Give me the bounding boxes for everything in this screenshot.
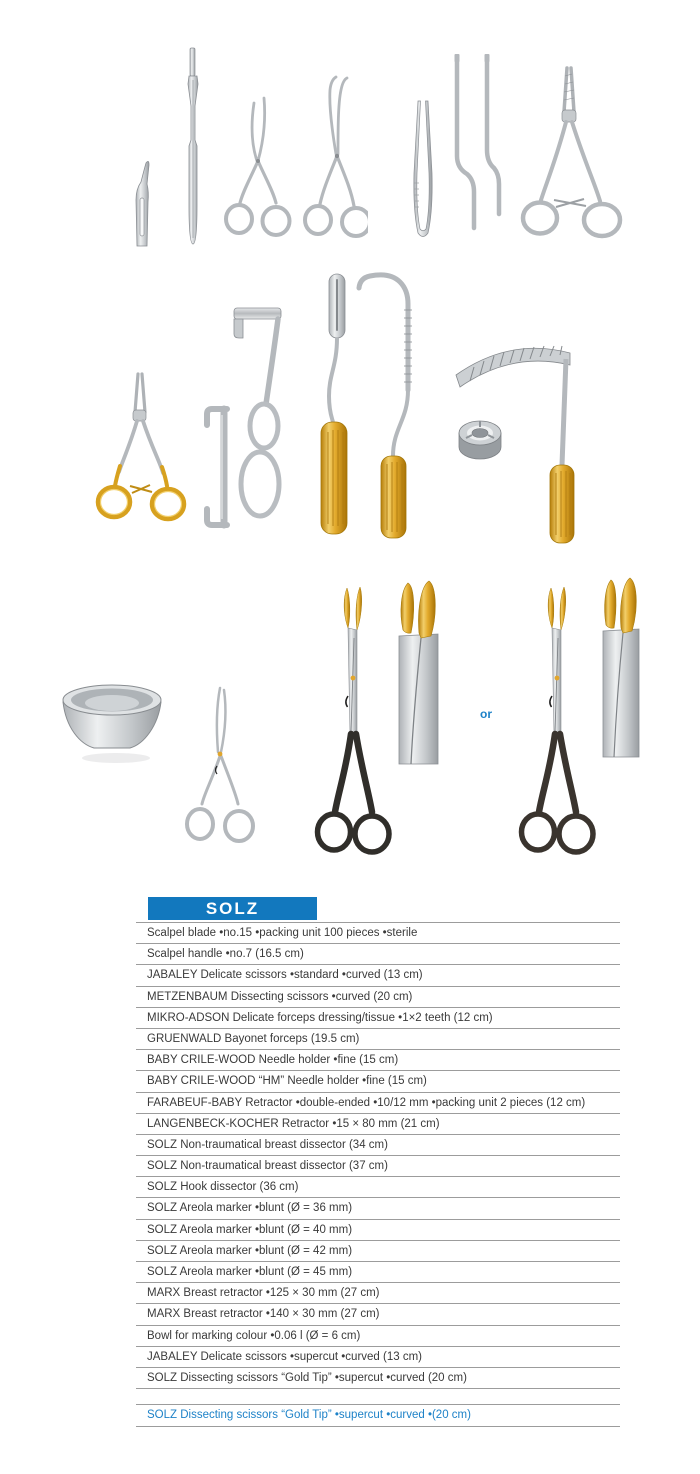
- table-row: Bowl for marking colour •0.06 l (Ø = 6 cm): [136, 1325, 620, 1346]
- table-row: JABALEY Delicate scissors •standard •curved (13 cm): [136, 964, 620, 985]
- table-row: MIKRO-ADSON Delicate forceps dressing/tissue •1×2 teeth (12 cm): [136, 1007, 620, 1028]
- gruenwald-bayonet-forceps-image: [446, 50, 502, 240]
- table-row: GRUENWALD Bayonet forceps (19.5 cm): [136, 1028, 620, 1049]
- jabaley-supercut-scissors-image: [178, 682, 264, 864]
- accent-table-row: SOLZ Dissecting scissors “Gold Tip” •supercut •curved •(20 cm): [136, 1404, 620, 1427]
- brand-header: SOLZ: [148, 897, 317, 920]
- langenbeck-kocher-retractor-image: [222, 300, 312, 542]
- metzenbaum-scissors-image: [296, 70, 368, 252]
- table-row: JABALEY Delicate scissors •supercut •curved (13 cm): [136, 1346, 620, 1367]
- gold-tip-scissors-image: [310, 582, 398, 874]
- table-row: SOLZ Areola marker •blunt (Ø = 42 mm): [136, 1240, 620, 1261]
- table-row: SOLZ Areola marker •blunt (Ø = 40 mm): [136, 1219, 620, 1240]
- table-row: Scalpel handle •no.7 (16.5 cm): [136, 943, 620, 964]
- table-row: MARX Breast retractor •125 × 30 mm (27 cm): [136, 1282, 620, 1303]
- breast-dissector-curved-image: [350, 270, 422, 542]
- crile-wood-needle-holder-image: [510, 60, 630, 254]
- mikro-adson-forceps-image: [402, 95, 444, 245]
- crile-wood-hm-needle-holder-image: [84, 368, 198, 548]
- jabaley-scissors-image: [218, 93, 296, 251]
- table-row: FARABEUF-BABY Retractor •double-ended •10/12 mm •packing unit 2 pieces (12 cm): [136, 1092, 620, 1113]
- table-row: SOLZ Hook dissector (36 cm): [136, 1176, 620, 1197]
- table-row: SOLZ Areola marker •blunt (Ø = 36 mm): [136, 1197, 620, 1218]
- gold-tip-scissors-alt-image: [514, 582, 602, 874]
- table-row: SOLZ Areola marker •blunt (Ø = 45 mm): [136, 1261, 620, 1282]
- table-row: SOLZ Dissecting scissors “Gold Tip” •supercut •curved (20 cm): [136, 1367, 620, 1388]
- product-table: [136, 922, 620, 1389]
- scalpel-blade-image: [130, 156, 154, 248]
- gold-tip-blade-detail-alt-image: [597, 575, 645, 761]
- table-row: MARX Breast retractor •140 × 30 mm (27 cm): [136, 1303, 620, 1324]
- or-label: or: [480, 707, 492, 721]
- marking-bowl-image: [60, 680, 166, 770]
- table-row: Scalpel blade •no.15 •packing unit 100 pieces •sterile: [136, 922, 620, 943]
- hook-dissector-image: [450, 323, 580, 547]
- table-row: SOLZ Non-traumatical breast dissector (37 cm): [136, 1155, 620, 1176]
- table-row: BABY CRILE-WOOD “HM” Needle holder •fine (15 cm): [136, 1070, 620, 1091]
- table-row: METZENBAUM Dissecting scissors •curved (20 cm): [136, 986, 620, 1007]
- scalpel-handle-image: [182, 44, 204, 248]
- gold-tip-blade-detail-image: [392, 578, 444, 768]
- table-row: SOLZ Non-traumatical breast dissector (34 cm): [136, 1134, 620, 1155]
- table-row: LANGENBECK-KOCHER Retractor •15 × 80 mm (21 cm): [136, 1113, 620, 1134]
- table-row: BABY CRILE-WOOD Needle holder •fine (15 cm): [136, 1049, 620, 1070]
